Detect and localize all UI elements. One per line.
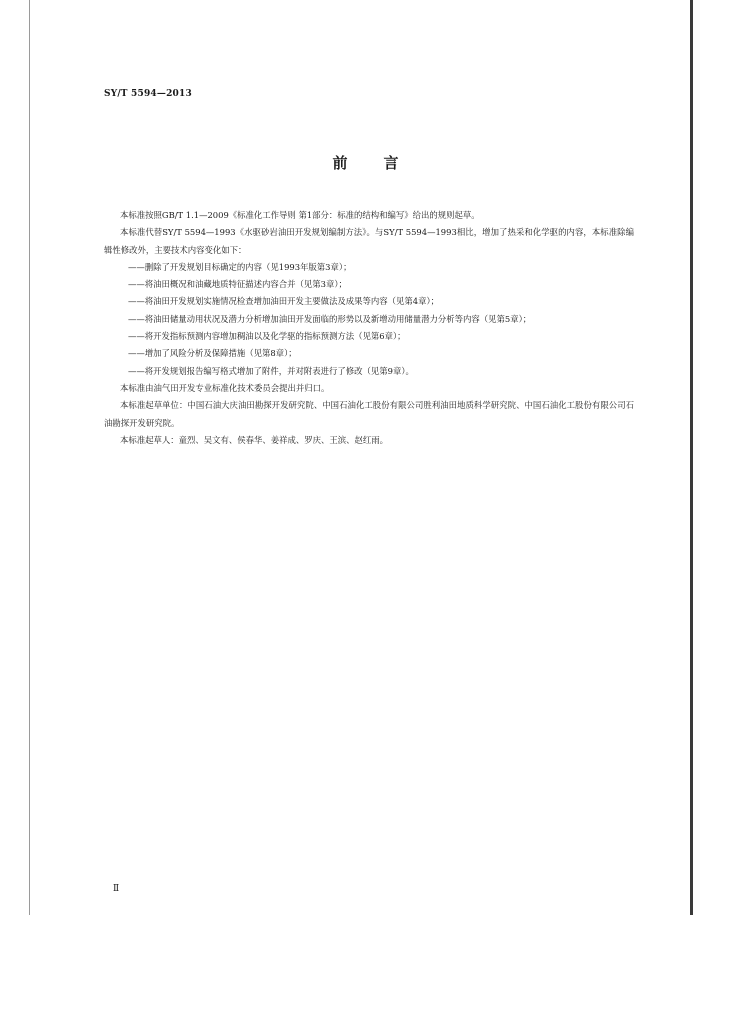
paragraph-drafters: 本标准起草人：童烈、吴文有、侯春华、姜祥成、罗庆、王滨、赵红雨。: [120, 434, 388, 445]
paragraph-replacement: 本标准代替SY/T 5594—1993《水驱砂岩油田开发规划编制方法》。与SY/T 5594—1993相比，增加了热采和化学驱的内容，本标准除编辑性修改外，主要技术内容变化如下：: [104, 227, 634, 255]
page-left-border: [29, 0, 30, 915]
list-item: ——将油田开发规划实施情况检查增加油田开发主要做法及成果等内容（见第4章）；: [128, 296, 440, 307]
list-item: ——删除了开发规划目标确定的内容（见1993年版第3章）；: [128, 261, 352, 272]
list-item: ——将开发指标预测内容增加稠油以及化学驱的指标预测方法（见第6章）；: [128, 331, 406, 342]
foreword-body: [104, 207, 634, 449]
page-title: 前言: [332, 154, 435, 172]
page-number: Ⅱ: [113, 884, 120, 894]
standard-code: SY/T 5594—2013: [104, 89, 192, 99]
list-item: ——将油田概况和油藏地质特征描述内容合并（见第3章）；: [128, 279, 347, 290]
paragraph-drafting-units: 本标准起草单位：中国石油大庆油田勘探开发研究院、中国石油化工股份有限公司胜利油田地质科学研究院、中国石油化工股份有限公司石油勘探开发研究院。: [104, 400, 634, 428]
page-right-border: [690, 0, 693, 915]
paragraph-drafting-rules: 本标准按照GB/T 1.1—2009《标准化工作导则 第1部分：标准的结构和编写》给出的规则起草。: [120, 210, 480, 220]
list-item: ——将开发规划报告编写格式增加了附件，并对附表进行了修改（见第9章）。: [128, 365, 414, 376]
list-item: ——将油田储量动用状况及潜力分析增加油田开发面临的形势以及新增动用储量潜力分析等内容（见第5章）；: [128, 313, 532, 324]
paragraph-proposed-by: 本标准由油气田开发专业标准化技术委员会提出并归口。: [120, 382, 330, 393]
list-item: ——增加了风险分析及保障措施（见第8章）；: [128, 348, 297, 359]
